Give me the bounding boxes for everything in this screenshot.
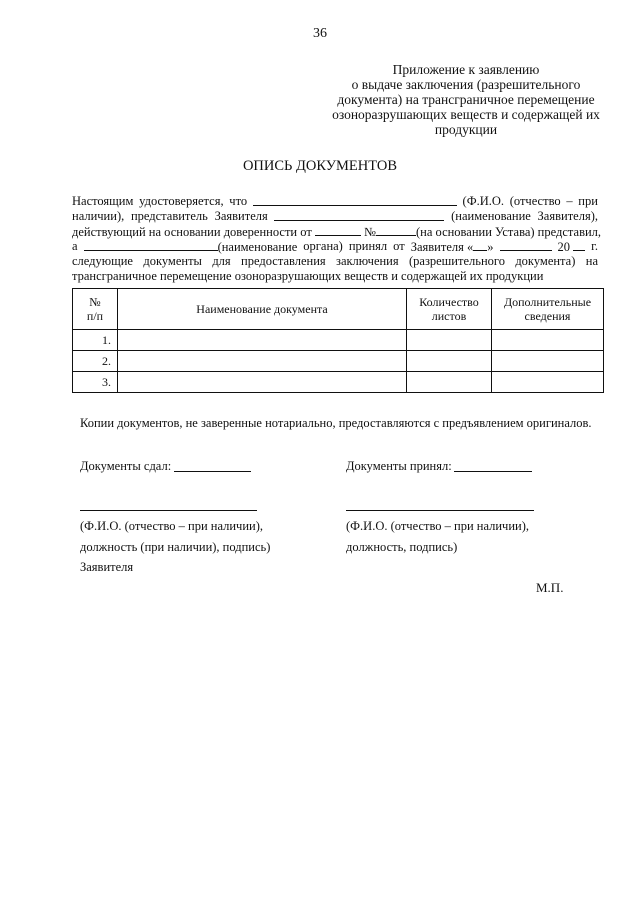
submitted-label: Документы сдал: — [80, 459, 172, 473]
year-blank[interactable] — [573, 239, 585, 251]
applicant-name-blank[interactable] — [274, 209, 444, 221]
intro-word: предоставления — [241, 254, 326, 268]
annex-line: документа) на трансграничное перемещение — [337, 92, 595, 107]
intro-line-1 — [72, 194, 598, 209]
intro-word: Заявителя — [214, 209, 268, 223]
header-extra-line1: Дополнительные — [503, 295, 592, 309]
intro-word: органа) — [303, 239, 343, 253]
table-header-row — [73, 289, 604, 330]
intro-word: удостоверяется, — [139, 194, 224, 208]
number-blank[interactable] — [376, 224, 416, 236]
intro-word: (наименование — [217, 240, 298, 254]
header-extra — [492, 289, 604, 330]
date-blank[interactable] — [315, 224, 361, 236]
intro-text: (на основании Устава) представил, — [415, 225, 602, 239]
intro-word: для — [212, 254, 231, 268]
intro-word: г. — [591, 239, 598, 253]
intro-text: № — [364, 225, 376, 239]
submitted-signature-line[interactable] — [80, 510, 257, 511]
intro-word: (наименование — [451, 209, 531, 223]
intro-word: документа) — [515, 254, 576, 268]
intro-word: на — [585, 254, 598, 268]
authority-blank[interactable] — [84, 239, 218, 251]
intro-word: а — [72, 239, 78, 253]
document-title: ОПИСЬ ДОКУМЕНТОВ — [242, 158, 398, 174]
intro-word: представитель — [130, 209, 208, 223]
doc-name-cell[interactable] — [118, 351, 407, 372]
table-row — [73, 330, 604, 351]
intro-line-2 — [72, 209, 598, 224]
intro-line-5 — [72, 254, 598, 269]
extra-cell[interactable] — [492, 351, 604, 372]
accepted-caption-1: (Ф.И.О. (отчество – при наличии), — [346, 519, 530, 533]
annex-line: озоноразрушающих веществ и содержащей их — [332, 107, 600, 122]
intro-line-3 — [72, 224, 602, 240]
accepted-caption-2: должность, подпись) — [346, 540, 458, 554]
header-extra-line2: сведения — [524, 309, 571, 323]
submitted-caption-3: Заявителя — [80, 560, 134, 574]
intro-word: (разрешительного — [408, 254, 505, 268]
qty-cell[interactable] — [407, 330, 492, 351]
fio-blank[interactable] — [253, 194, 457, 206]
header-num-line1: № — [89, 295, 101, 309]
intro-word: заключения — [336, 254, 399, 268]
row-num: 3. — [73, 372, 118, 393]
row-num: 2. — [73, 351, 118, 372]
intro-word: документы — [143, 254, 202, 268]
header-num-line2: п/п — [86, 309, 104, 323]
header-num — [73, 289, 118, 330]
intro-word: – — [566, 194, 573, 208]
intro-word: принял — [348, 239, 388, 253]
annex-line: о выдаче заключения (разрешительного — [351, 77, 581, 92]
submitted-caption-2: должность (при наличии), подпись) — [80, 540, 271, 554]
intro-word: (Ф.И.О. — [462, 194, 504, 208]
intro-word: Заявителя « — [410, 240, 474, 254]
intro-word: 20 — [557, 240, 570, 254]
intro-word: что — [229, 194, 248, 208]
intro-word: Настоящим — [72, 194, 134, 208]
header-qty-line1: Количество — [419, 295, 479, 309]
table-row — [73, 372, 604, 393]
header-name — [118, 289, 407, 330]
intro-word: при — [578, 194, 598, 208]
table-row — [73, 351, 604, 372]
row-num: 1. — [73, 330, 118, 351]
doc-name-cell[interactable] — [118, 330, 407, 351]
page-number: 36 — [313, 26, 327, 41]
intro-word: следующие — [72, 254, 133, 268]
day-blank[interactable] — [473, 239, 487, 251]
intro-line-4 — [72, 239, 598, 255]
annex-header — [316, 62, 616, 137]
intro-line-6: трансграничное перемещение озоноразрушающих веществ и содержащей их продукции — [72, 269, 544, 283]
header-qty-line2: листов — [431, 309, 467, 323]
accepted-signature-line[interactable] — [346, 510, 534, 511]
header-name-label: Наименование документа — [196, 302, 328, 316]
intro-word: (отчество — [509, 194, 561, 208]
extra-cell[interactable] — [492, 330, 604, 351]
submitted-short-line[interactable] — [174, 471, 251, 472]
qty-cell[interactable] — [407, 372, 492, 393]
intro-word: Заявителя), — [537, 209, 598, 223]
accepted-short-line[interactable] — [454, 471, 532, 472]
extra-cell[interactable] — [492, 372, 604, 393]
header-qty — [407, 289, 492, 330]
doc-name-cell[interactable] — [118, 372, 407, 393]
intro-text: действующий на основании доверенности от — [72, 225, 312, 239]
intro-word: » — [487, 240, 494, 254]
intro-word: от — [393, 239, 405, 253]
annex-line: продукции — [434, 122, 498, 137]
copies-note: Копии документов, не заверенные нотариально, предоставляются с предъявлением оригиналов. — [80, 416, 592, 430]
submitted-caption-1: (Ф.И.О. (отчество – при наличии), — [80, 519, 264, 533]
intro-word: наличии), — [72, 209, 125, 223]
accepted-label: Документы принял: — [346, 459, 452, 473]
qty-cell[interactable] — [407, 351, 492, 372]
stamp-place: М.П. — [536, 580, 564, 595]
documents-table — [72, 288, 604, 393]
annex-line: Приложение к заявлению — [392, 62, 540, 77]
month-blank[interactable] — [500, 239, 552, 251]
